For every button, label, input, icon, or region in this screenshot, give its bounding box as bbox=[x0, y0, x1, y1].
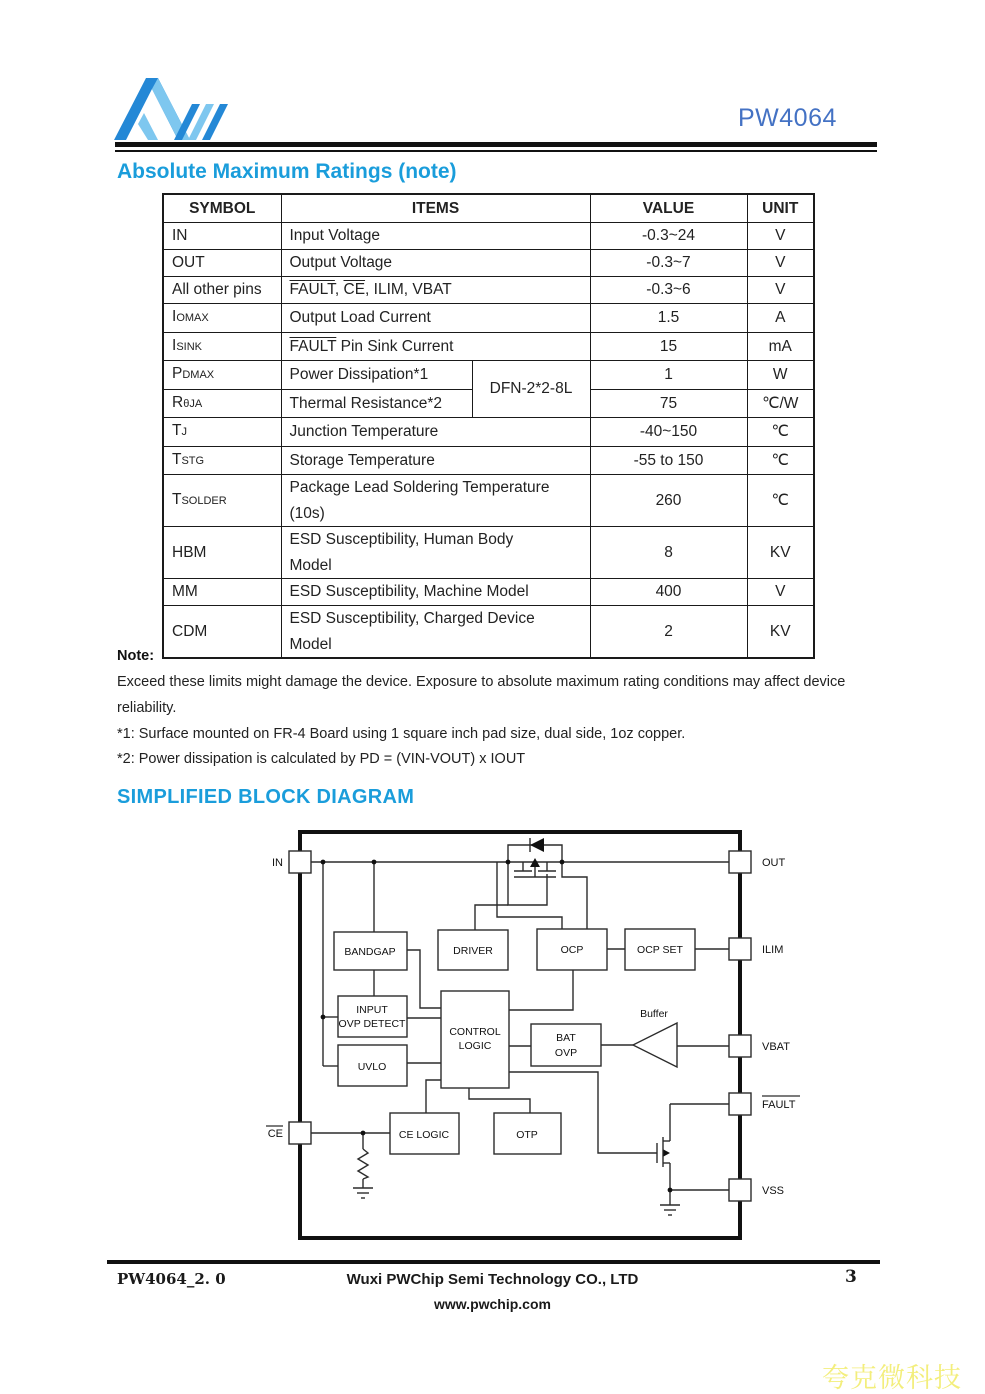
table-cell: W bbox=[747, 361, 814, 390]
table-cell: 1 bbox=[590, 361, 747, 390]
table-cell: ISINK bbox=[163, 332, 281, 361]
note-line: *2: Power dissipation is calculated by PD = (VIN-VOUT) x IOUT bbox=[117, 751, 526, 767]
table-cell: KV bbox=[747, 606, 814, 659]
control-logic-label: CONTROL bbox=[449, 1026, 501, 1038]
table-row bbox=[163, 304, 814, 333]
vbat-pin-label: VBAT bbox=[762, 1041, 790, 1053]
table-cell: 15 bbox=[590, 332, 747, 361]
pin-in bbox=[289, 851, 311, 873]
pin-vbat bbox=[729, 1035, 751, 1057]
ground-symbol bbox=[353, 1188, 373, 1198]
block-labels bbox=[339, 944, 684, 1141]
table-cell: CDM bbox=[163, 606, 281, 659]
footer-doc-id: PW4064_2. 0 bbox=[117, 1270, 226, 1288]
footer-company: Wuxi PWChip Semi Technology CO., LTD bbox=[346, 1271, 639, 1288]
table-cell: -0.3~24 bbox=[590, 223, 747, 250]
note-label: Note: bbox=[117, 648, 155, 664]
ocp-label: OCP bbox=[560, 944, 584, 956]
ce-logic-label: CE LOGIC bbox=[398, 1129, 450, 1141]
ocp-set-label: OCP SET bbox=[637, 944, 683, 956]
table-cell: Output Load Current bbox=[281, 304, 590, 333]
table-cell: 75 bbox=[590, 389, 747, 418]
table-row bbox=[163, 223, 814, 250]
table-cell: IOMAX bbox=[163, 304, 281, 333]
note-line: Exceed these limits might damage the device. Exposure to absolute maximum rating conditions may affect device bbox=[117, 674, 846, 690]
footer-page-number: 3 bbox=[845, 1267, 857, 1287]
input-ovp-label: INPUT bbox=[356, 1004, 388, 1016]
table-row bbox=[163, 606, 814, 659]
ilim-pin-label: ILIM bbox=[762, 944, 784, 956]
ground-symbol bbox=[660, 1205, 680, 1215]
otp-label: OTP bbox=[516, 1129, 538, 1141]
table-cell: A bbox=[747, 304, 814, 333]
table-cell: mA bbox=[747, 332, 814, 361]
table-cell: V bbox=[747, 277, 814, 304]
table-cell: V bbox=[747, 579, 814, 606]
bat-ovp-label: BAT bbox=[556, 1032, 576, 1044]
control-logic-label2: LOGIC bbox=[458, 1040, 492, 1052]
table-row bbox=[163, 418, 814, 447]
pin-vss bbox=[729, 1179, 751, 1201]
section-title-abs-max: Absolute Maximum Ratings (note) bbox=[117, 160, 457, 183]
nmos-arrow-icon bbox=[664, 1150, 671, 1157]
driver-label: DRIVER bbox=[453, 945, 493, 957]
table-cell: ℃ bbox=[747, 446, 814, 475]
table-cell: Thermal Resistance*2 bbox=[281, 389, 472, 418]
table-cell: All other pins bbox=[163, 277, 281, 304]
table-cell: DFN-2*2-8L bbox=[472, 361, 590, 418]
table-row bbox=[163, 361, 814, 390]
abs-max-ratings-table bbox=[162, 193, 815, 659]
table-header-row bbox=[163, 194, 814, 223]
uvlo-label: UVLO bbox=[357, 1061, 387, 1073]
body-diode-icon bbox=[530, 838, 544, 852]
pin-ilim bbox=[729, 938, 751, 960]
table-cell: PDMAX bbox=[163, 361, 281, 390]
out-pin-label: OUT bbox=[762, 857, 786, 869]
pin-ce bbox=[289, 1122, 311, 1144]
footer-rule bbox=[107, 1260, 880, 1264]
buffer-label: Buffer bbox=[640, 1008, 668, 1020]
note-line: *1: Surface mounted on FR-4 Board using 1 square inch pad size, dual side, 1oz copper. bbox=[117, 726, 686, 742]
table-cell: 260 bbox=[590, 475, 747, 527]
watermark: 夸克微科技 bbox=[822, 1363, 962, 1393]
table-cell: MM bbox=[163, 579, 281, 606]
buffer-amp-symbol bbox=[633, 1023, 677, 1067]
table-cell: -55 to 150 bbox=[590, 446, 747, 475]
simplified-block-diagram bbox=[0, 815, 985, 1260]
table-cell: TJ bbox=[163, 418, 281, 447]
table-cell: RθJA bbox=[163, 389, 281, 418]
table-cell: UNIT bbox=[747, 194, 814, 223]
bandgap-label: BANDGAP bbox=[344, 946, 396, 958]
table-row bbox=[163, 527, 814, 579]
table-cell: TSTG bbox=[163, 446, 281, 475]
table-cell: -40~150 bbox=[590, 418, 747, 447]
table-cell: V bbox=[747, 250, 814, 277]
table-body bbox=[163, 223, 814, 659]
table-cell: Output Voltage bbox=[281, 250, 590, 277]
table-cell: Power Dissipation*1 bbox=[281, 361, 472, 390]
block-bat-ovp bbox=[531, 1024, 601, 1066]
table-cell: ℃/W bbox=[747, 389, 814, 418]
table-cell: Package Lead Soldering Temperature (10s) bbox=[281, 475, 590, 527]
table-cell: ESD Susceptibility, Human Body Model bbox=[281, 527, 590, 579]
abs-max-ratings-table-wrap bbox=[162, 193, 815, 659]
table-cell: ℃ bbox=[747, 418, 814, 447]
ce-pin-label: CE bbox=[267, 1128, 283, 1140]
table-cell: -0.3~7 bbox=[590, 250, 747, 277]
table-cell: -0.3~6 bbox=[590, 277, 747, 304]
input-ovp-label2: OVP DETECT bbox=[338, 1018, 406, 1030]
diagram-blocks bbox=[334, 929, 695, 1154]
table-row bbox=[163, 475, 814, 527]
table-cell: 1.5 bbox=[590, 304, 747, 333]
in-pin-label: IN bbox=[272, 857, 283, 869]
table-cell: Storage Temperature bbox=[281, 446, 590, 475]
table-cell: FAULT Pin Sink Current bbox=[281, 332, 590, 361]
table-cell: VALUE bbox=[590, 194, 747, 223]
table-row bbox=[163, 277, 814, 304]
header-rule-thick bbox=[115, 142, 877, 147]
table-cell: SYMBOL bbox=[163, 194, 281, 223]
fault-pin-label: FAULT bbox=[762, 1099, 796, 1111]
table-cell: Input Voltage bbox=[281, 223, 590, 250]
table-row bbox=[163, 332, 814, 361]
pin-out bbox=[729, 851, 751, 873]
table-row bbox=[163, 579, 814, 606]
table-cell: FAULT, $\overline{CE}$, ILIM, VBAT bbox=[281, 277, 590, 304]
table-cell: ESD Susceptibility, Charged Device Model bbox=[281, 606, 590, 659]
table-cell: 8 bbox=[590, 527, 747, 579]
table-cell: IN bbox=[163, 223, 281, 250]
table-header bbox=[163, 194, 814, 223]
table-cell: KV bbox=[747, 527, 814, 579]
table-cell: V bbox=[747, 223, 814, 250]
block-input-ovp-detect bbox=[338, 996, 407, 1037]
table-cell: OUT bbox=[163, 250, 281, 277]
header-rule-thin bbox=[115, 150, 877, 152]
pass-fet-symbols bbox=[530, 838, 670, 1157]
note-line: reliability. bbox=[117, 700, 177, 716]
table-cell: TSOLDER bbox=[163, 475, 281, 527]
table-cell: 400 bbox=[590, 579, 747, 606]
section-title-block-diagram: SIMPLIFIED BLOCK DIAGRAM bbox=[117, 786, 415, 808]
part-number: PW4064 bbox=[738, 104, 837, 132]
table-cell: ESD Susceptibility, Machine Model bbox=[281, 579, 590, 606]
pin-fault bbox=[729, 1093, 751, 1115]
bat-ovp-label2: OVP bbox=[554, 1047, 578, 1059]
table-cell: 2 bbox=[590, 606, 747, 659]
table-row bbox=[163, 250, 814, 277]
table-cell: ITEMS bbox=[281, 194, 590, 223]
table-cell: Junction Temperature bbox=[281, 418, 590, 447]
footer-website: www.pwchip.com bbox=[434, 1296, 551, 1312]
pwchip-logo bbox=[114, 68, 249, 146]
vss-pin-label: VSS bbox=[762, 1185, 785, 1197]
table-row bbox=[163, 446, 814, 475]
table-cell: HBM bbox=[163, 527, 281, 579]
table-cell: ℃ bbox=[747, 475, 814, 527]
